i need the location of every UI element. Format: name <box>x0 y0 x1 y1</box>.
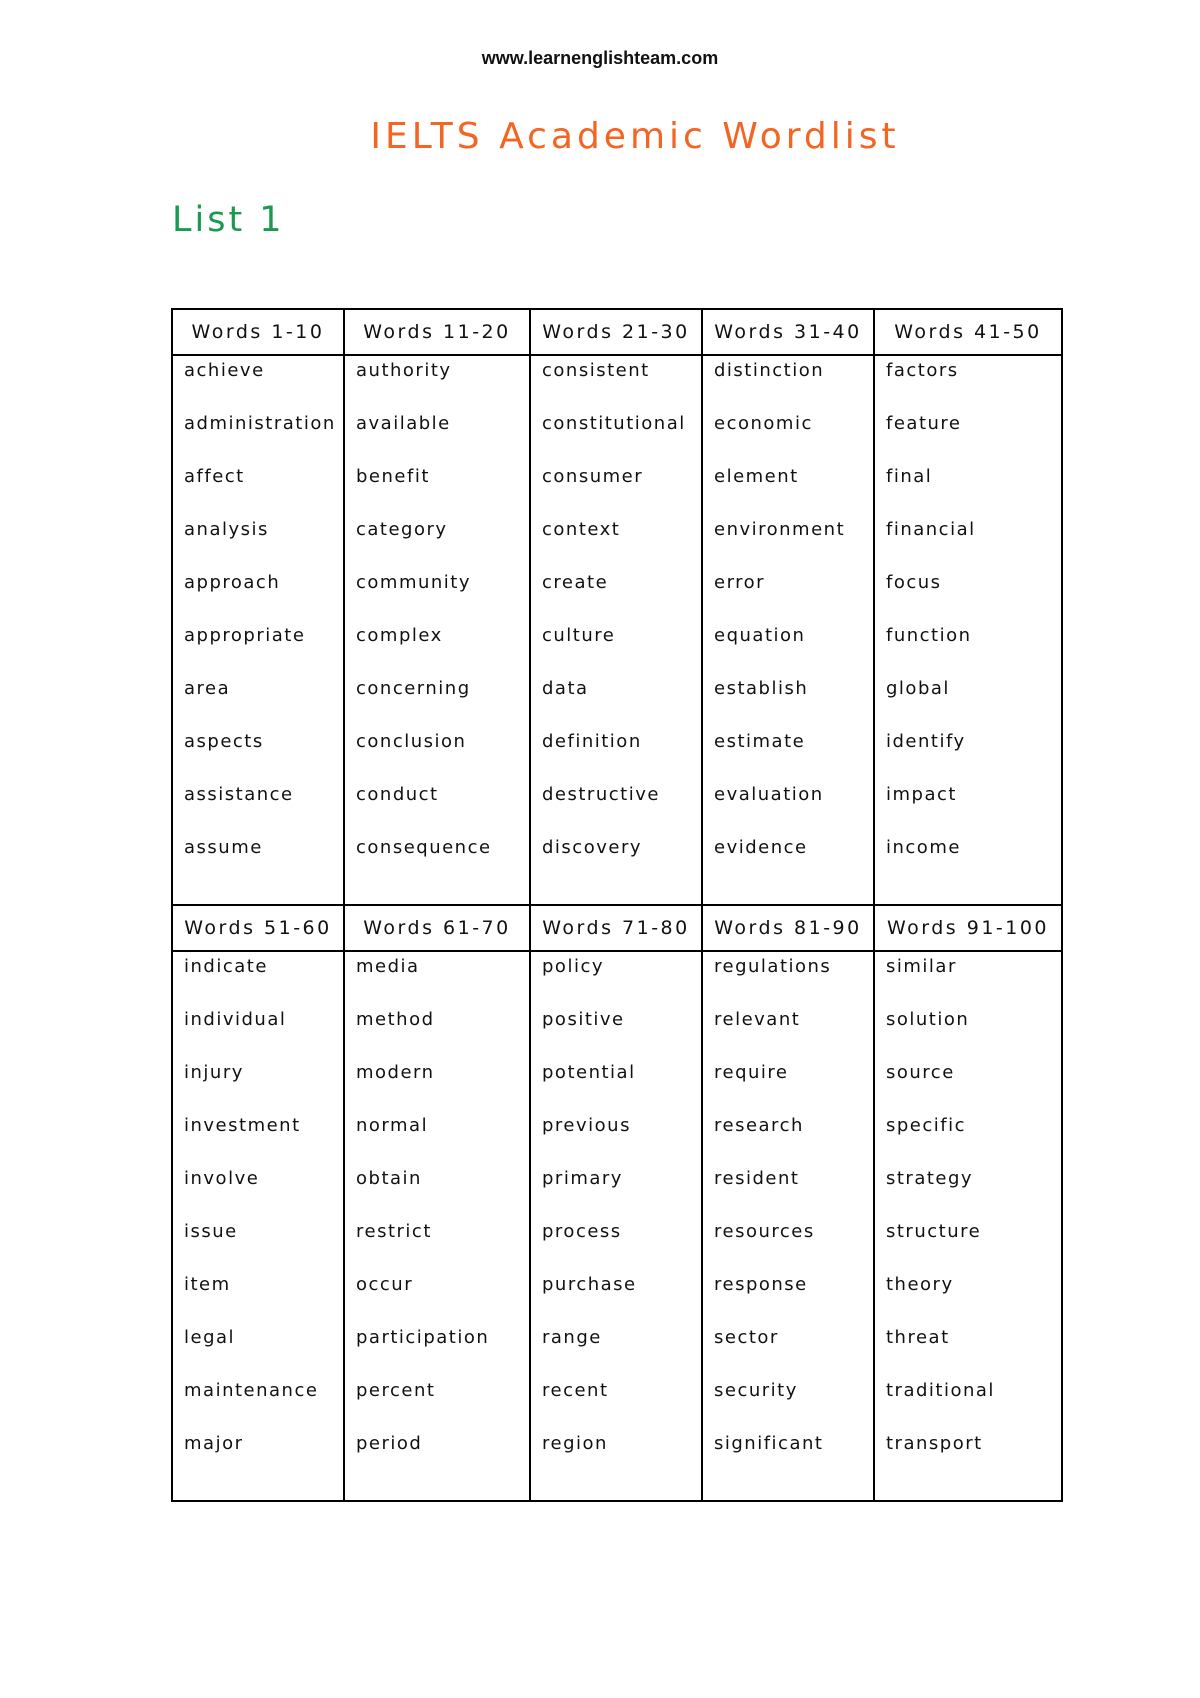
word-item: global <box>886 678 950 699</box>
column-header: Words 71-80 <box>530 905 702 951</box>
word-item: structure <box>886 1221 982 1242</box>
word-column <box>172 951 344 1501</box>
word-item: policy <box>542 956 604 977</box>
column-header: Words 1-10 <box>172 309 344 355</box>
word-item: appropriate <box>184 625 306 646</box>
word-item: traditional <box>886 1380 995 1401</box>
word-item: threat <box>886 1327 950 1348</box>
column-header: Words 91-100 <box>874 905 1062 951</box>
word-item: identify <box>886 731 966 752</box>
word-item: evidence <box>714 837 808 858</box>
word-row <box>172 951 1062 1501</box>
column-header: Words 41-50 <box>874 309 1062 355</box>
column-header: Words 31-40 <box>702 309 874 355</box>
word-item: sector <box>714 1327 779 1348</box>
column-header: Words 61-70 <box>344 905 530 951</box>
word-item: error <box>714 572 766 593</box>
word-item: establish <box>714 678 809 699</box>
word-column <box>874 355 1062 905</box>
word-item: benefit <box>356 466 430 487</box>
word-item: period <box>356 1433 423 1454</box>
word-item: resident <box>714 1168 800 1189</box>
page-title: IELTS Academic Wordlist <box>370 116 900 157</box>
word-item: distinction <box>714 360 825 381</box>
word-item: feature <box>886 413 962 434</box>
word-item: media <box>356 956 420 977</box>
word-item: regulations <box>714 956 832 977</box>
word-item: process <box>542 1221 622 1242</box>
word-item: normal <box>356 1115 429 1136</box>
column-header: Words 21-30 <box>530 309 702 355</box>
word-column <box>702 951 874 1501</box>
word-item: transport <box>886 1433 983 1454</box>
word-item: purchase <box>542 1274 637 1295</box>
word-item: investment <box>184 1115 301 1136</box>
word-item: security <box>714 1380 798 1401</box>
word-item: participation <box>356 1327 490 1348</box>
word-item: recent <box>542 1380 609 1401</box>
word-row <box>172 355 1062 905</box>
word-column <box>344 951 530 1501</box>
word-item: category <box>356 519 448 540</box>
word-item: major <box>184 1433 244 1454</box>
word-item: conclusion <box>356 731 467 752</box>
word-item: community <box>356 572 472 593</box>
word-item: indicate <box>184 956 268 977</box>
word-item: estimate <box>714 731 806 752</box>
word-item: analysis <box>184 519 269 540</box>
word-item: legal <box>184 1327 236 1348</box>
word-column <box>874 951 1062 1501</box>
word-item: available <box>356 413 451 434</box>
header-row <box>172 905 1062 951</box>
wordlist-table <box>171 308 1063 1502</box>
word-item: previous <box>542 1115 631 1136</box>
word-item: context <box>542 519 621 540</box>
column-header: Words 11-20 <box>344 309 530 355</box>
word-item: injury <box>184 1062 244 1083</box>
word-item: authority <box>356 360 452 381</box>
word-item: complex <box>356 625 443 646</box>
word-item: concerning <box>356 678 471 699</box>
word-item: environment <box>714 519 846 540</box>
word-item: region <box>542 1433 608 1454</box>
word-item: data <box>542 678 589 699</box>
word-item: specific <box>886 1115 967 1136</box>
word-item: income <box>886 837 961 858</box>
word-item: relevant <box>714 1009 801 1030</box>
word-item: administration <box>184 413 336 434</box>
word-item: definition <box>542 731 642 752</box>
word-item: factors <box>886 360 959 381</box>
word-column <box>530 355 702 905</box>
word-item: element <box>714 466 799 487</box>
website-url: www.learnenglishteam.com <box>481 48 719 68</box>
word-item: maintenance <box>184 1380 319 1401</box>
word-item: consequence <box>356 837 492 858</box>
word-item: final <box>886 466 933 487</box>
word-item: resources <box>714 1221 815 1242</box>
word-item: source <box>886 1062 955 1083</box>
word-item: affect <box>184 466 245 487</box>
word-item: economic <box>714 413 813 434</box>
word-item: percent <box>356 1380 436 1401</box>
word-item: require <box>714 1062 789 1083</box>
header-row <box>172 309 1062 355</box>
word-item: strategy <box>886 1168 974 1189</box>
word-item: potential <box>542 1062 636 1083</box>
word-item: issue <box>184 1221 238 1242</box>
word-item: aspects <box>184 731 264 752</box>
word-item: solution <box>886 1009 970 1030</box>
word-column <box>172 355 344 905</box>
word-item: involve <box>184 1168 260 1189</box>
column-header: Words 51-60 <box>172 905 344 951</box>
word-item: conduct <box>356 784 439 805</box>
word-item: occur <box>356 1274 414 1295</box>
word-item: primary <box>542 1168 623 1189</box>
word-item: function <box>886 625 972 646</box>
word-item: method <box>356 1009 435 1030</box>
word-column <box>344 355 530 905</box>
word-item: similar <box>886 956 957 977</box>
column-header: Words 81-90 <box>702 905 874 951</box>
word-item: response <box>714 1274 808 1295</box>
word-item: item <box>184 1274 231 1295</box>
word-item: consumer <box>542 466 644 487</box>
word-item: theory <box>886 1274 954 1295</box>
word-item: approach <box>184 572 281 593</box>
word-item: achieve <box>184 360 265 381</box>
word-item: destructive <box>542 784 660 805</box>
word-item: restrict <box>356 1221 432 1242</box>
word-item: financial <box>886 519 976 540</box>
list-heading: List 1 <box>172 200 285 240</box>
word-item: area <box>184 678 231 699</box>
word-item: assistance <box>184 784 294 805</box>
word-item: evaluation <box>714 784 824 805</box>
word-item: range <box>542 1327 602 1348</box>
word-column <box>530 951 702 1501</box>
word-item: significant <box>714 1433 824 1454</box>
word-item: consistent <box>542 360 650 381</box>
word-item: culture <box>542 625 616 646</box>
word-column <box>702 355 874 905</box>
word-item: discovery <box>542 837 642 858</box>
word-item: create <box>542 572 609 593</box>
word-item: equation <box>714 625 806 646</box>
word-item: constitutional <box>542 413 686 434</box>
word-item: assume <box>184 837 263 858</box>
word-item: focus <box>886 572 942 593</box>
word-item: individual <box>184 1009 287 1030</box>
word-item: obtain <box>356 1168 422 1189</box>
word-item: positive <box>542 1009 625 1030</box>
word-item: research <box>714 1115 804 1136</box>
word-item: modern <box>356 1062 435 1083</box>
word-item: impact <box>886 784 957 805</box>
